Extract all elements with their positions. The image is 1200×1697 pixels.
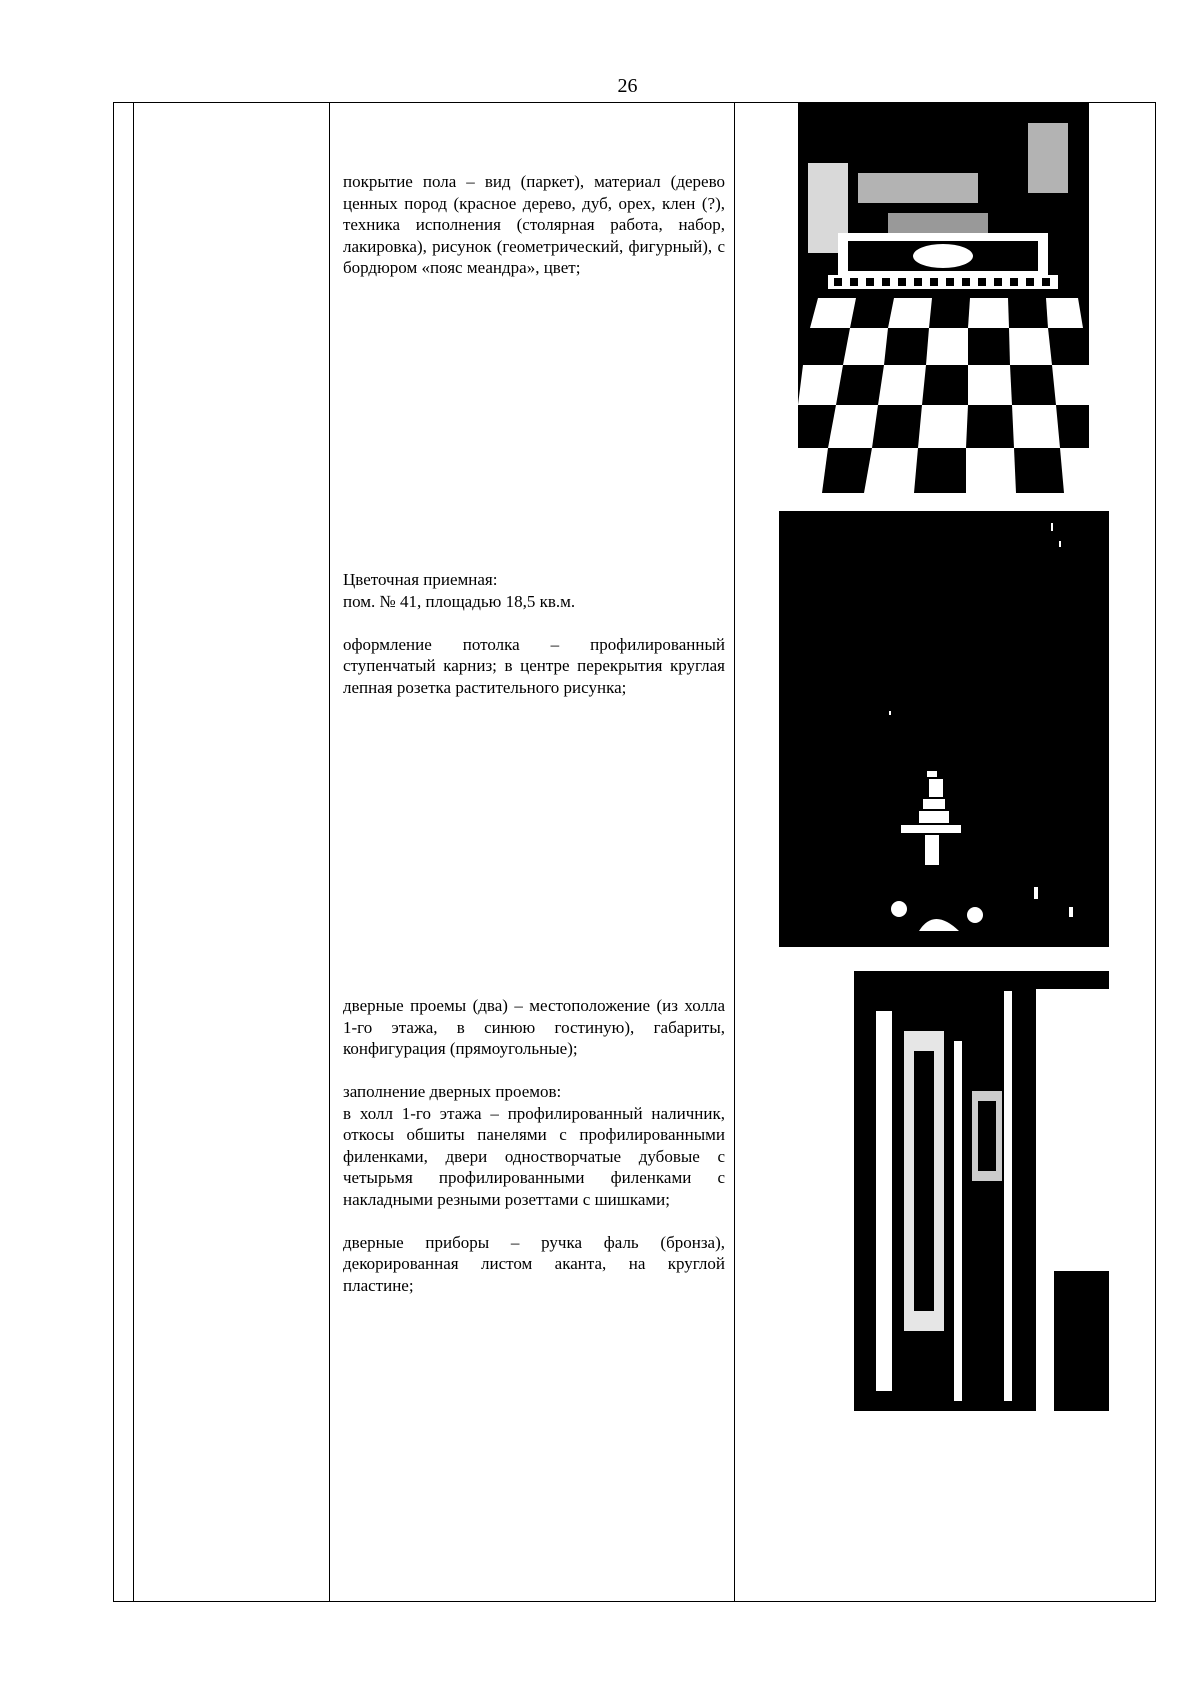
ceiling-rosette-photo bbox=[779, 511, 1109, 947]
paragraph: покрытие пола – вид (паркет), материал (дерево ценных пород (красное дерево, дуб, орех, клен (?), техника исполнения (столярная работа, набор, лакировка), рисунок (геометрический, фигурный), с бордюром «пояс меандра», цвет; bbox=[343, 172, 725, 277]
column-divider bbox=[734, 103, 735, 1601]
paragraph: дверные проемы (два) – местоположение (из холла 1-го этажа, в синюю гостиную), габариты, конфигурация (прямоугольные); bbox=[343, 996, 725, 1058]
ceiling-rosette-image bbox=[779, 511, 1109, 947]
parquet-floor-photo bbox=[798, 103, 1089, 493]
floor-covering-text bbox=[343, 171, 725, 279]
parquet-floor-image bbox=[798, 103, 1089, 493]
paragraph: заполнение дверных проемов: bbox=[343, 1082, 562, 1101]
column-divider bbox=[329, 103, 330, 1601]
document-table bbox=[113, 102, 1156, 1602]
page-number: 26 bbox=[617, 75, 638, 97]
column-divider bbox=[133, 103, 134, 1601]
room-area: пом. № 41, площадью 18,5 кв.м. bbox=[343, 591, 576, 611]
paragraph: дверные приборы – ручка фаль (бронза), декорированная листом аканта, на круглой пластине; bbox=[343, 1232, 725, 1295]
doorways-text bbox=[343, 995, 725, 1296]
paragraph: в холл 1-го этажа – профилированный наличник, откосы обшиты панелями с профилированными филенками, двери одностворчатые дубовые с четырьмя профилированными филенками с накладными резными розеттами с шишками; bbox=[343, 1103, 725, 1209]
paragraph: оформление потолка – профилированный ступенчатый карниз; в центре перекрытия круглая лепная розетка растительного рисунка; bbox=[343, 634, 725, 697]
doorway-image bbox=[854, 971, 1109, 1411]
room-title: Цветочная приемная: bbox=[343, 570, 498, 589]
flower-reception-text bbox=[343, 569, 725, 698]
doorway-photo bbox=[854, 971, 1109, 1411]
